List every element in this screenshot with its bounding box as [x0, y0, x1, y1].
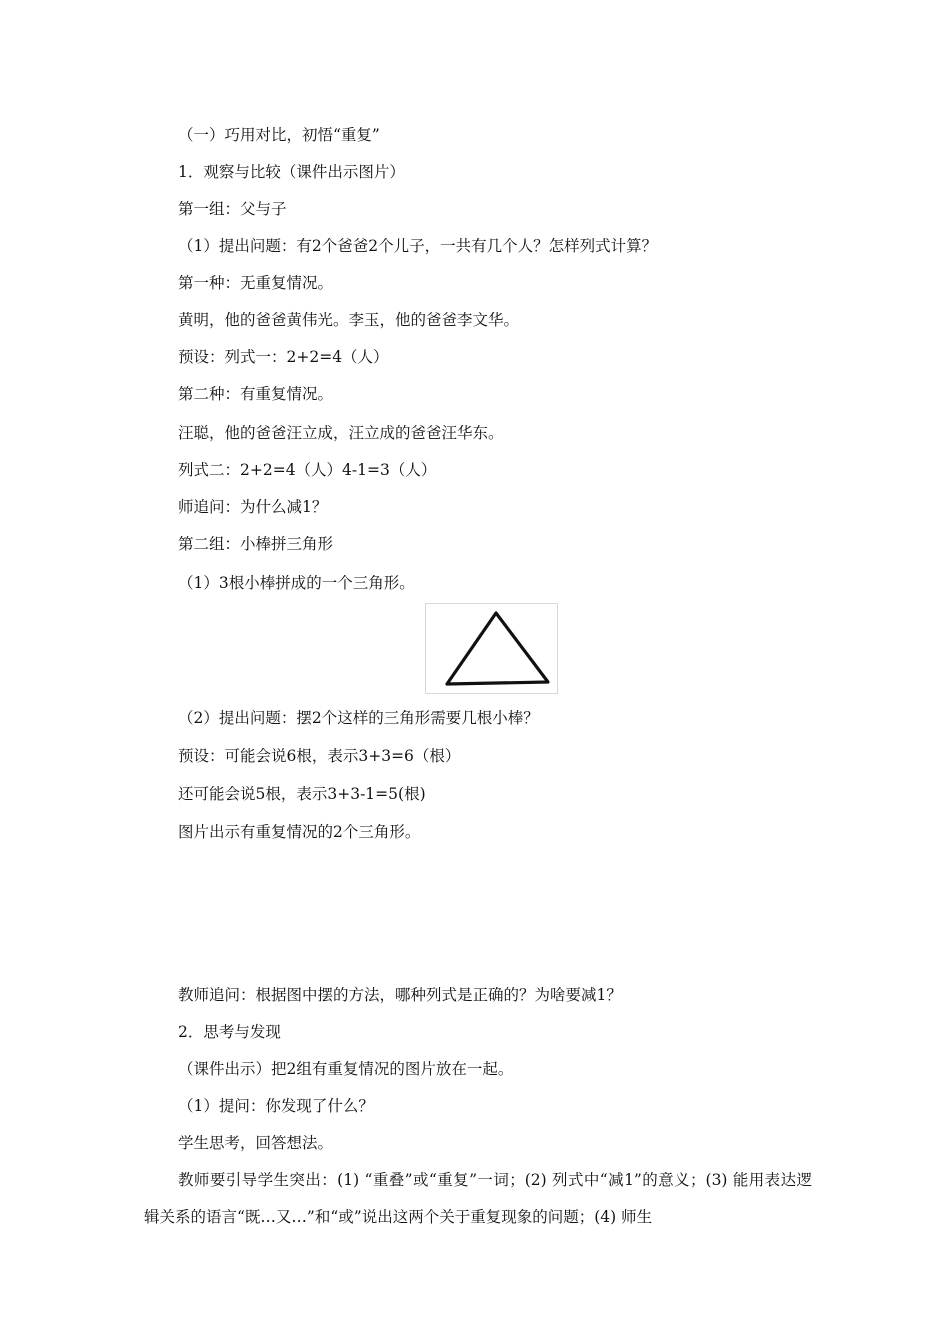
text-line: 黄明，他的爸爸黄伟光。李玉，他的爸爸李文华。	[178, 311, 520, 329]
text-line: 师追问：为什么减1？	[178, 498, 328, 516]
text-line: 预设：可能会说6根，表示3+3=6（根）	[178, 747, 461, 765]
text-line: 第一组：父与子	[178, 200, 287, 218]
text-line: 汪聪，他的爸爸汪立成，汪立成的爸爸汪华东。	[178, 424, 504, 442]
text-line: （1）提问：你发现了什么？	[178, 1097, 374, 1115]
text-line: 预设：列式一：2+2=4（人）	[178, 348, 389, 366]
text-line: 第二组：小棒拼三角形	[178, 535, 334, 553]
subsection-heading-think: 2．思考与发现	[178, 1023, 281, 1041]
text-line: 学生思考，回答想法。	[178, 1134, 334, 1152]
text-line: 教师追问：根据图中摆的方法，哪种列式是正确的？为啥要减1？	[178, 986, 622, 1004]
triangle-icon	[426, 604, 557, 693]
triangle-figure	[425, 603, 558, 694]
subsection-heading-observe: 1．观察与比较（课件出示图片）	[178, 163, 405, 181]
text-line: （2）提出问题：摆2个这样的三角形需要几根小棒？	[178, 709, 539, 727]
text-line: 第二种：有重复情况。	[178, 385, 334, 403]
text-line: （1）3根小棒拼成的一个三角形。	[178, 574, 415, 592]
text-line: 列式二：2+2=4（人）4-1=3（人）	[178, 461, 437, 479]
text-line: 图片出示有重复情况的2个三角形。	[178, 823, 421, 841]
final-paragraph: 教师要引导学生突出：(1) “重叠”或“重复”一词；(2) 列式中“减1”的意义；(3) 能用表达逻辑关系的语言“既…又…”和“或”说出这两个关于重复现象的问题；(4) 师生	[144, 1171, 812, 1226]
section-heading: （一）巧用对比，初悟“重复”	[178, 126, 380, 144]
text-line: （课件出示）把2组有重复情况的图片放在一起。	[178, 1060, 514, 1078]
text-line: 还可能会说5根，表示3+3-1=5(根)	[178, 785, 426, 803]
text-line: （1）提出问题：有2个爸爸2个儿子，一共有几个人？怎样列式计算？	[178, 237, 658, 255]
text-line: 第一种：无重复情况。	[178, 274, 334, 292]
